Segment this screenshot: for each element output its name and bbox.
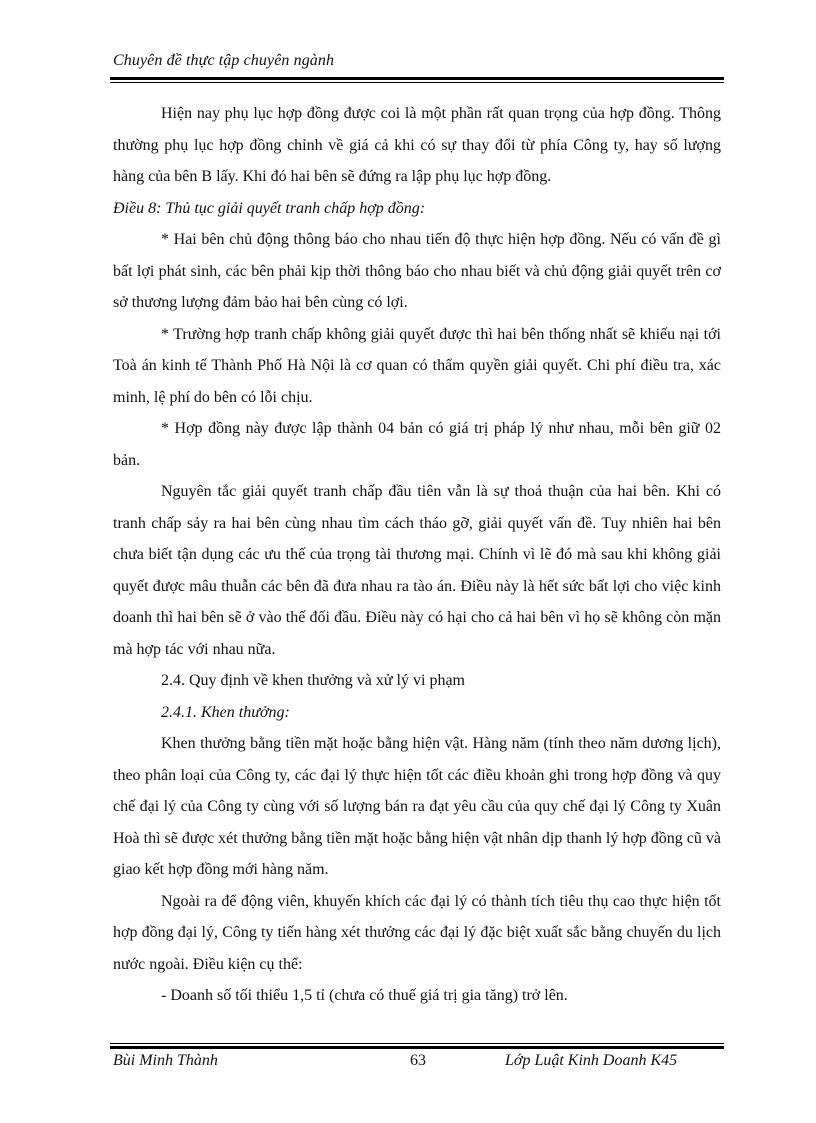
document-body — [113, 98, 721, 1012]
footer-rule-thin — [110, 1043, 724, 1044]
paragraph-dispute-principle: Nguyên tắc giải quyết tranh chấp đầu tiên vẫn là sự thoả thuận của hai bên. Khi có tranh chấp sảy ra hai bên cùng nhau tìm cách tháo gỡ, giải quyết vấn đề. Tuy nhiên hai bên chưa biết tận dụng các ưu thế của trọng tài thương mại. Chính vì lẽ đó mà sau khi không giải quyết được mâu thuẫn các bên đã đưa nhau ra tào án. Điều này là hết sức bất lợi cho việc kinh doanh thì hai bên sẽ ở vào thế đối đầu. Điều này có hại cho cả hai bên vì họ sẽ không còn mặn mà hợp tác với nhau nữa. — [113, 483, 721, 658]
section-2-4-1-heading: 2.4.1. Khen thưởng: — [161, 703, 290, 721]
list-item-min-revenue: - Doanh số tối thiểu 1,5 tỉ (chưa có thuế giá trị gia tăng) trở lên. — [161, 987, 568, 1004]
footer-author: Bùi Minh Thành — [113, 1052, 218, 1069]
paragraph-contract-copies: * Hợp đồng này được lập thành 04 bản có giá trị pháp lý như nhau, mỗi bên giữ 02 bản. — [113, 420, 721, 469]
paragraph-appendix-importance: Hiện nay phụ lục hợp đồng được coi là một phần rất quan trọng của hợp đồng. Thông thường phụ lục hợp đồng chỉnh về giá cả khi có sự thay đổi từ phía Công ty, hay số lượng hàng của bên B lấy. Khi đó hai bên sẽ đứng ra lập phụ lục hợp đồng. — [113, 105, 721, 185]
header-title: Chuyên đề thực tập chuyên ngành — [113, 52, 335, 69]
section-2-4-heading: 2.4. Quy định về khen thưởng và xử lý vi phạm — [161, 672, 465, 689]
paragraph-rewards: Khen thưởng bằng tiền mặt hoặc bằng hiện vật. Hàng năm (tính theo năm dương lịch), theo phân loại của Công ty, các đại lý thực hiện tốt các điều khoản ghi trong hợp đồng và quy chế đại lý của Công ty cùng với số lượng bán ra đạt yêu cầu của quy chế đại lý Công ty Xuân Hoà thì sẽ được xét thưởng bằng tiền mặt hoặc bằng hiện vật nhân dịp thanh lý hợp đồng cũ và giao kết hợp đồng mới hàng năm. — [113, 735, 721, 878]
paragraph-dispute-notice: * Hai bên chủ động thông báo cho nhau tiến độ thực hiện hợp đồng. Nếu có vấn đề gì bất lợi phát sinh, các bên phải kịp thời thông báo cho nhau biết và chủ động giải quyết trên cơ sở thương lượng đảm bảo hai bên cùng có lợi. — [113, 231, 721, 311]
footer-row — [113, 1052, 721, 1074]
page-number: 63 — [410, 1052, 426, 1069]
header-rule-thin — [110, 82, 724, 83]
paragraph-travel-reward: Ngoài ra để động viên, khuyến khích các đại lý có thành tích tiêu thụ cao thực hiện tốt hợp đồng đại lý, Công ty tiến hàng xét thưởng các đại lý đặc biệt xuất sắc bằng chuyến du lịch nước ngoài. Điều kiện cụ thể: — [113, 892, 721, 973]
article-8-heading: Điều 8: Thủ tục giải quyết tranh chấp hợp đồng: — [113, 199, 426, 217]
footer-rule-thick — [110, 1046, 724, 1049]
header-rule-thick — [110, 77, 724, 80]
footer-class-name: Lớp Luật Kinh Doanh K45 — [505, 1052, 678, 1069]
paragraph-dispute-court: * Trường hợp tranh chấp không giải quyết được thì hai bên thống nhất sẽ khiếu nại tới Toà án kinh tế Thành Phố Hà Nội là cơ quan có thẩm quyền giải quyết. Chi phí điều tra, xác minh, lệ phí do bên có lỗi chịu. — [113, 325, 721, 406]
